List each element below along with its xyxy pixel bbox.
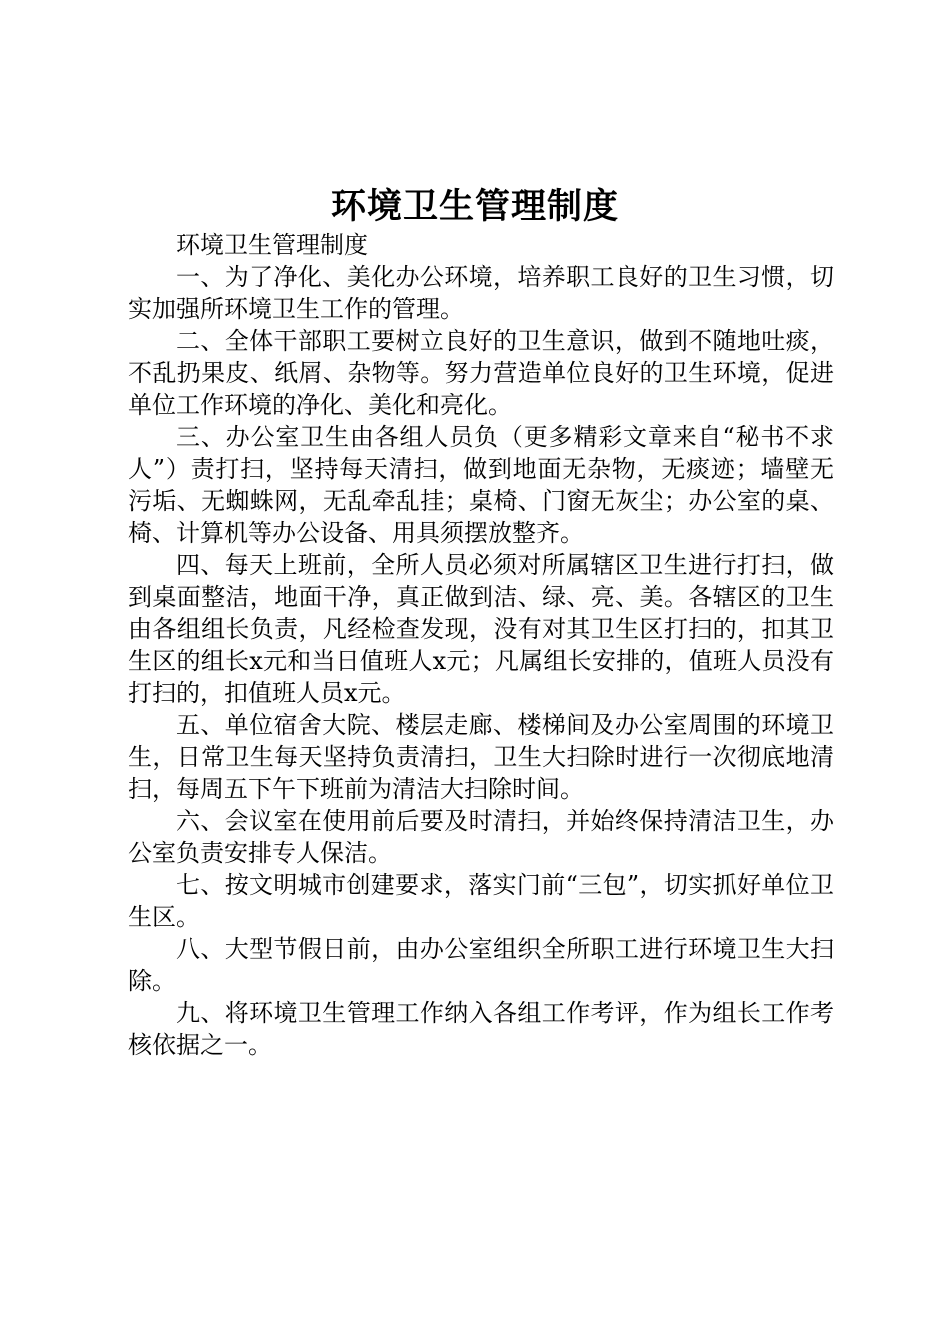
paragraph-8: 八、大型节假日前，由办公室组织全所职工进行环境卫生大扫除。 [128,935,834,995]
paragraph-subtitle: 环境卫生管理制度 [176,231,368,259]
paragraph-7: 七、按文明城市创建要求，落实门前“三包”，切实抓好单位卫生区。 [128,871,834,931]
document-title: 环境卫生管理制度 [330,187,619,227]
paragraph-5: 五、单位宿舍大院、楼层走廊、楼梯间及办公室周围的环境卫生，日常卫生每天坚持负责清扫，卫生大扫除时进行一次彻底地清扫，每周五下午下班前为清洁大扫除时间。 [128,711,834,803]
paragraph-9: 九、将环境卫生管理工作纳入各组工作考评，作为组长工作考核依据之一。 [128,999,834,1059]
document-body [128,229,834,1061]
paragraph-2: 二、全体干部职工要树立良好的卫生意识，做到不随地吐痰，不乱扔果皮、纸屑、杂物等。努力营造单位良好的卫生环境，促进单位工作环境的净化、美化和亮化。 [128,327,834,419]
paragraph-6: 六、会议室在使用前后要及时清扫，并始终保持清洁卫生，办公室负责安排专人保洁。 [128,807,834,867]
paragraph-4: 四、每天上班前，全所人员必须对所属辖区卫生进行打扫，做到桌面整洁，地面干净，真正做到洁、绿、亮、美。各辖区的卫生由各组组长负责，凡经检查发现，没有对其卫生区打扫的，扣其卫生区的组长x元和当日值班人x元；凡属组长安排的，值班人员没有打扫的，扣值班人员x元。 [128,551,834,707]
paragraph-3: 三、办公室卫生由各组人员负（更多精彩文章来自“秘书不求人”）责打扫，坚持每天清扫，做到地面无杂物，无痰迹；墙壁无污垢、无蜘蛛网，无乱牵乱挂；桌椅、门窗无灰尘；办公室的桌、椅、计算机等办公设备、用具须摆放整齐。 [128,423,834,547]
paragraph-1: 一、为了净化、美化办公环境，培养职工良好的卫生习惯，切实加强所环境卫生工作的管理。 [128,263,834,323]
